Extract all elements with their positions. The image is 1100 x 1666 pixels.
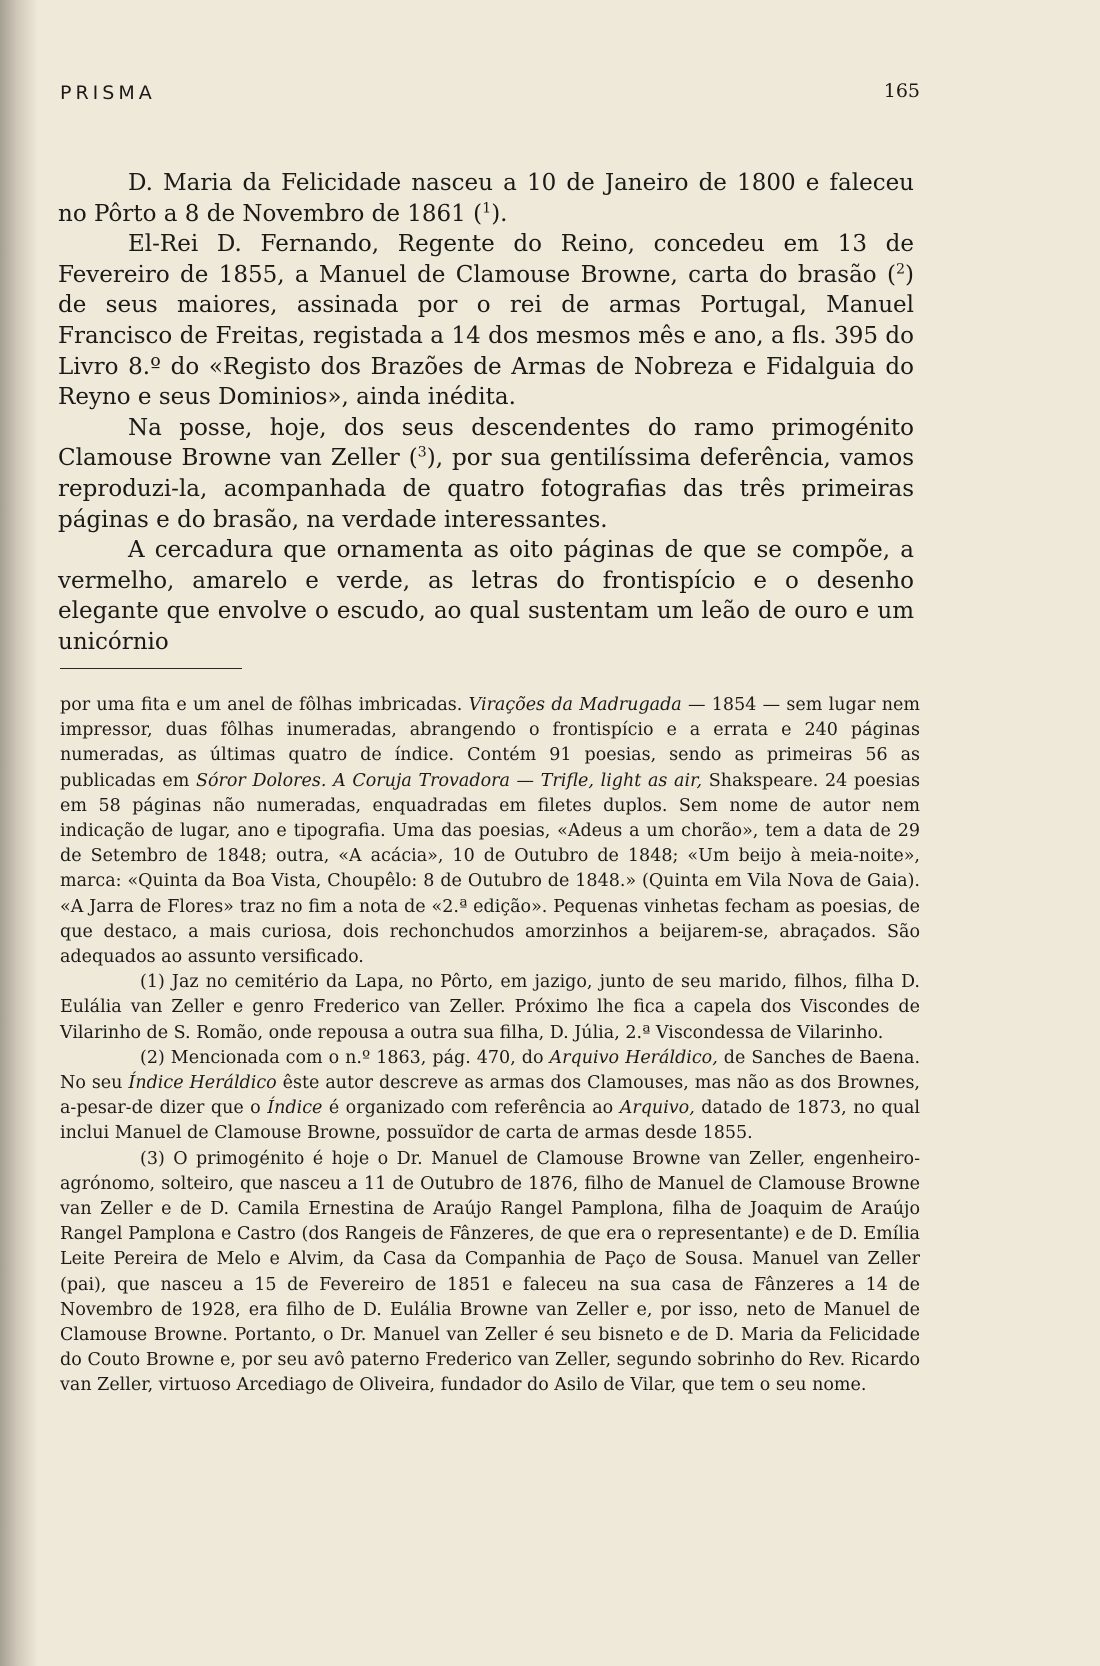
page-gutter-shadow bbox=[0, 0, 38, 1666]
footnote-ref: 1 bbox=[482, 199, 492, 216]
paragraph-text: ). bbox=[491, 200, 508, 227]
footnote-ref: 2 bbox=[895, 261, 906, 278]
book-title: Arquivo Heráldico, bbox=[549, 1047, 718, 1068]
paragraph bbox=[58, 168, 914, 229]
paragraph-text: El-Rei D. Fernando, Regente do Reino, concedeu em 13 de Fevereiro de 1855, a Manuel de Clamouse Browne, carta do brasão ( bbox=[58, 231, 914, 288]
book-title: Índice Heráldico bbox=[128, 1073, 277, 1094]
footnote-text: por uma fita e um anel de fôlhas imbricadas. bbox=[60, 695, 469, 715]
footnote-text: (2) Mencionada com o n.º 1863, pág. 470, do bbox=[140, 1047, 550, 1068]
footnote-ref: 3 bbox=[417, 444, 427, 461]
main-text bbox=[58, 168, 914, 658]
paragraph bbox=[58, 229, 914, 413]
footnote-separator bbox=[60, 668, 242, 669]
book-title: Sóror Dolores. A Coruja Trovadora — Trifle, light as air, bbox=[196, 770, 703, 791]
footnotes bbox=[60, 693, 920, 1399]
paragraph-text: ), por sua gentilíssima deferência, vamos reproduzi-la, acompanhada de quatro fotografias das três primeiras páginas e do brasão, na verdade interessantes. bbox=[58, 445, 914, 533]
paragraph-text: D. Maria da Felicidade nasceu a 10 de Janeiro de 1800 e faleceu no Pôrto a 8 de Novembro de 1861 ( bbox=[58, 170, 914, 227]
footnote-3: (3) O primogénito é hoje o Dr. Manuel de Clamouse Browne van Zeller, engenheiro-agrónomo, solteiro, que nasceu a 11 de Outubro de 1876, filho de Manuel de Clamouse Browne van Zeller e de D. Camila Ernestina de Araújo Rangel Pamplona, filha de Joaquim de Araújo Rangel Pamplona e Castro (dos Rangeis de Fânzeres, de que era o representante) e de D. Emília Leite Pereira de Melo e Alvim, da Casa da Companhia de Paço de Sousa. Manuel van Zeller (pai), que nasceu a 15 de Fevereiro de 1851 e faleceu na sua casa de Fânzeres a 14 de Novembro de 1928, era filho de D. Eulália Browne van Zeller e, por isso, neto de Manuel de Clamouse Browne. Portanto, o Dr. Manuel van Zeller é seu bisneto e de D. Maria da Felicidade do Couto Browne e, por seu avô paterno Frederico van Zeller, segundo sobrinho do Rev. Ricardo van Zeller, virtuoso Arcediago de Oliveira, fundador do Asilo de Vilar, que tem o seu nome. bbox=[60, 1148, 920, 1396]
footnote-text: é organizado com referência ao bbox=[322, 1098, 620, 1119]
paragraph bbox=[58, 413, 914, 535]
book-title: Índice bbox=[267, 1098, 323, 1119]
footnote-text: de Sanches de Baena. No seu bbox=[60, 1047, 921, 1094]
footnote-text: Shakspeare. 24 poesias em 58 páginas não numeradas, enquadradas em filetes duplos. Sem nome de autor nem indicação de lugar, ano e tipografia. Uma das poesias, «Adeus a um chorão», tem a data de 29 de Setembro de 1848; outra, «A acácia», 10 de Outubro de 1848; «Um beijo à meia-noite», marca: «Quinta da Boa Vista, Choupêlo: 8 de Outubro de 1848.» (Quinta em Vila Nova de Gaia). «A Jarra de Flores» traz no fim a nota de «2.ª edição». Pequenas vinhetas fecham as poesias, de que destaco, a mais curiosa, dois rechonchudos amorzinhos a beijarem-se, abraçados. São adequados ao assunto versificado. bbox=[60, 770, 920, 968]
footnote-text: — 1854 — sem lugar nem impressor, duas fôlhas inumeradas, abrangendo o frontispício e a errata e 240 páginas numeradas, as últimas quatro de índice. Contém 91 poesias, sendo as primeiras 56 as publicadas em bbox=[60, 695, 921, 791]
footnote-1: (1) Jaz no cemitério da Lapa, no Pôrto, em jazigo, junto de seu marido, filhos, filha D. Eulália van Zeller e genro Frederico van Zeller. Próximo lhe fica a capela dos Viscondes de Vilarinho de S. Romão, onde repousa a outra sua filha, D. Júlia, 2.ª Viscondessa de Vilarinho. bbox=[60, 972, 920, 1043]
footnote-text: datado de 1873, no qual inclui Manuel de Clamouse Browne, possuïdor de carta de armas desde 1855. bbox=[60, 1098, 921, 1144]
paragraph-text: Na posse, hoje, dos seus descendentes do ramo primogénito Clamouse Browne van Zeller ( bbox=[58, 414, 914, 472]
footnote-text: êste autor descreve as armas dos Clamouses, mas não as dos Brownes, a-pesar-de dizer que o bbox=[60, 1073, 920, 1119]
paragraph: A cercadura que ornamenta as oito páginas de que se compõe, a vermelho, amarelo e verde, as letras do frontispício e o desenho elegante que envolve o escudo, ao qual sustentam um leão de ouro e um unicórnio bbox=[58, 537, 914, 655]
journal-name: PRISMA bbox=[60, 82, 156, 104]
footnote-2 bbox=[60, 1046, 920, 1147]
page-number: 165 bbox=[883, 80, 920, 102]
footnote-continuation bbox=[60, 693, 920, 970]
book-title: Virações da Madrugada bbox=[468, 695, 682, 715]
running-header bbox=[60, 82, 920, 112]
book-title: Arquivo, bbox=[619, 1098, 695, 1119]
paragraph-text: ) de seus maiores, assinada por o rei de armas Portugal, Manuel Francisco de Freitas, registada a 14 dos mesmos mês e ano, a fls. 395 do Livro 8.º do «Registo dos Brazões de Armas de Nobreza e Fidalguia do Reyno e seus Dominios», ainda inédita. bbox=[58, 261, 914, 411]
